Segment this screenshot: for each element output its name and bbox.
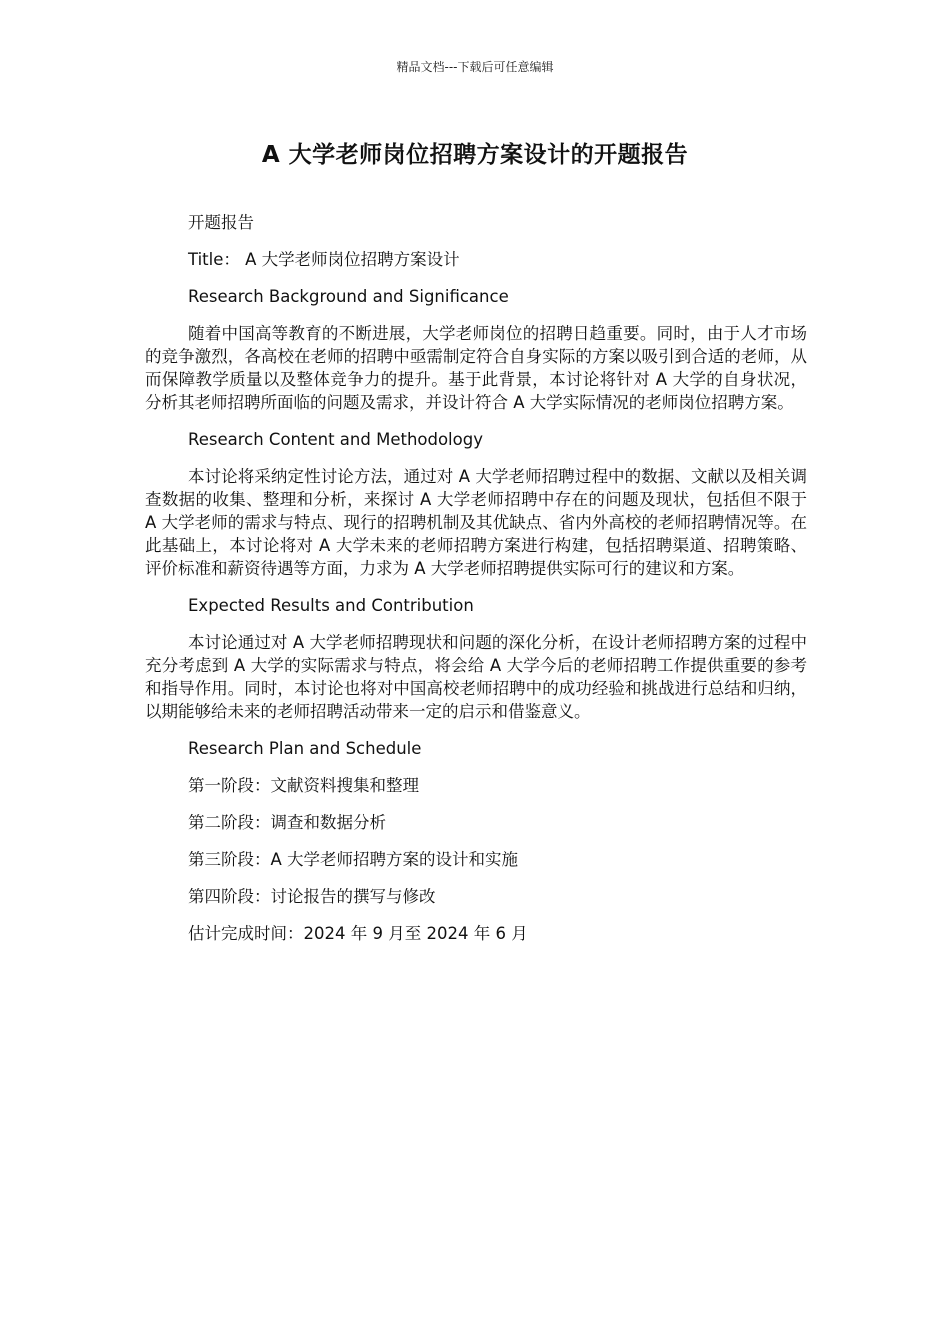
section-paragraph-results: 本讨论通过对 A 大学老师招聘现状和问题的深化分析，在设计老师招聘方案的过程中充分考虑到 A 大学的实际需求与特点，将会给 A 大学今后的老师招聘工作提供重要的参考和指导作用。同时，本讨论也将对中国高校老师招聘中的成功经验和挑战进行总结和归纳，以期能够给未来的老师招聘活动带来一定的启示和借鉴意义。 xyxy=(145,633,807,721)
plan-stage-1: 第一阶段：文献资料搜集和整理 xyxy=(188,776,419,795)
document-body xyxy=(145,211,807,959)
header-note: 精品文档---下载后可任意编辑 xyxy=(396,60,554,74)
section-heading-methodology: Research Content and Methodology xyxy=(188,430,483,449)
plan-stage-4: 第四阶段：讨论报告的撰写与修改 xyxy=(188,887,436,906)
plan-stage-2: 第二阶段：调查和数据分析 xyxy=(188,813,386,832)
completion-time: 估计完成时间：2024 年 9 月至 2024 年 6 月 xyxy=(188,924,528,943)
section-paragraph-methodology: 本讨论将采纳定性讨论方法，通过对 A 大学老师招聘过程中的数据、文献以及相关调查数据的收集、整理和分析，来探讨 A 大学老师招聘中存在的问题及现状，包括但不限于 A 大学老师的需求与特点、现行的招聘机制及其优缺点、省内外高校的老师招聘情况等。在此基础上，本讨论将对 A 大学未来的老师招聘方案进行构建，包括招聘渠道、招聘策略、评价标准和薪资待遇等方面，力求为 A 大学老师招聘提供实际可行的建议和方案。 xyxy=(145,467,807,578)
section-paragraph-background: 随着中国高等教育的不断进展，大学老师岗位的招聘日趋重要。同时，由于人才市场的竞争激烈，各高校在老师的招聘中亟需制定符合自身实际的方案以吸引到合适的老师，从而保障教学质量以及整体竞争力的提升。基于此背景，本讨论将针对 A 大学的自身状况，分析其老师招聘所面临的问题及需求，并设计符合 A 大学实际情况的老师岗位招聘方案。 xyxy=(145,324,807,412)
section-heading-background: Research Background and Significance xyxy=(188,287,509,306)
plan-heading: Research Plan and Schedule xyxy=(188,739,422,758)
section-heading-results: Expected Results and Contribution xyxy=(188,596,474,615)
plan-stage-3: 第三阶段：A 大学老师招聘方案的设计和实施 xyxy=(188,850,519,869)
report-label: 开题报告 xyxy=(188,213,254,232)
document-title: A 大学老师岗位招聘方案设计的开题报告 xyxy=(261,142,689,168)
subject-line: Title： A 大学老师岗位招聘方案设计 xyxy=(188,250,460,269)
